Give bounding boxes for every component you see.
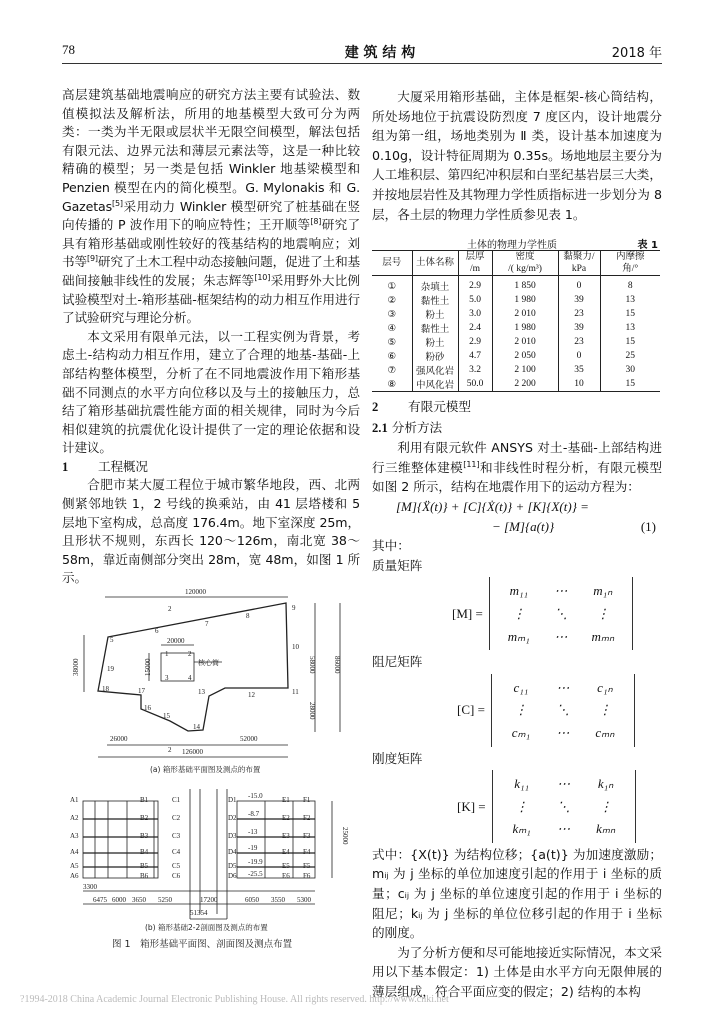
assumptions-paragraph: 为了分析方便和尽可能地接近实际情况，本文采用以下基本假定：1) 土体是由水平方向无限伸展的薄层组成，符合平面应变的假定；2) 结构的本构 <box>372 944 662 1000</box>
damping-matrix-label: 阻尼矩阵 <box>372 654 423 670</box>
figure-label: 51354 <box>190 909 208 917</box>
figure-label: 3300 <box>83 883 97 891</box>
figure-label: F4 <box>303 848 311 856</box>
mass-matrix: [M] = m₁₁ ⋯ m₁ₙ ⋮ ⋱ ⋮ mₘ₁ ⋯ mₘₙ <box>452 577 662 650</box>
header-rule <box>62 63 662 64</box>
mass-matrix-label: 质量矩阵 <box>372 557 423 573</box>
method-paragraph: 本文采用有限单元法，以一工程实例为背景，考虑土-结构动力相互作用，建立了合理的地基-基础-上部结构整体模型，分析了在不同地震波作用下箱形基础不同测点的水平方向位移以及与土的接触压力，总结了箱形基础抗震性能方面的相关规律，同时为今后相似建筑的抗震优化设计提供了一定的理论依据和设计建议。 <box>62 328 360 456</box>
table-cell: 10 <box>558 377 600 392</box>
matrix-entry: ⋯ <box>554 583 568 599</box>
figure-label: B1 <box>140 796 149 804</box>
matrix-brackets <box>489 577 633 650</box>
table-row <box>372 293 660 307</box>
figure-label: 86000 <box>333 656 341 674</box>
table-cell: ① <box>387 281 397 292</box>
figure-label: A6 <box>70 872 79 880</box>
figure-label: -19.9 <box>248 858 263 866</box>
figure-label: 3550 <box>271 896 285 904</box>
stiffness-matrix-label: 刚度矩阵 <box>372 750 423 766</box>
figure-label: E4 <box>282 848 290 856</box>
matrix-entry: c₁ₙ <box>597 679 613 695</box>
table-header-row <box>372 251 660 276</box>
matrix-entry: mₘ₁ <box>507 628 530 644</box>
table-cell: 黏性土 <box>412 321 458 335</box>
table-cell: 13 <box>600 321 660 335</box>
figure-label: E5 <box>282 862 290 870</box>
year: 2018 年 <box>611 46 662 61</box>
soil-properties-table <box>372 250 660 392</box>
right-column-2 <box>372 397 662 1002</box>
figure-label: 120000 <box>185 588 206 596</box>
figure-label: E2 <box>282 814 290 822</box>
figure-label: B6 <box>140 872 149 880</box>
table-cell: 0 <box>558 276 600 294</box>
matrix-entry: mₘₙ <box>591 628 615 644</box>
table-cell: 3.0 <box>458 307 492 321</box>
figure-label: B4 <box>140 848 149 856</box>
figure-label: 2 <box>168 605 172 613</box>
right-column <box>372 87 662 224</box>
matrix-entry: ⋱ <box>557 798 571 814</box>
figure-label: D6 <box>228 872 237 880</box>
figure-label: A4 <box>70 848 79 856</box>
figure-label: 126000 <box>182 748 203 756</box>
matrix-entry: k₁ₙ <box>597 776 614 792</box>
matrix-entry: ⋱ <box>554 605 568 621</box>
figure-label: C6 <box>172 872 181 880</box>
figure-label: 15000 <box>144 658 152 676</box>
table-cell: 2 010 <box>492 307 558 321</box>
table-cell: ⑦ <box>387 365 397 376</box>
matrix-entry: ⋮ <box>599 798 613 814</box>
table-cell: ② <box>387 295 397 306</box>
figure-label: C4 <box>172 848 181 856</box>
figure-label: C1 <box>172 796 181 804</box>
matrix-entry: ⋮ <box>515 798 529 814</box>
figure-label: 2 <box>188 650 192 658</box>
core-label: 核心筒 <box>198 659 219 667</box>
table-cell: 5.0 <box>458 293 492 307</box>
table-cell: 23 <box>558 335 600 349</box>
table-cell: ③ <box>387 309 397 320</box>
measure-points <box>102 604 300 731</box>
table-cell: 黏性土 <box>412 293 458 307</box>
table-cell: 15 <box>600 335 660 349</box>
figure-label: 7 <box>205 620 209 628</box>
table-cell: ⑧ <box>387 379 397 390</box>
table-cell: 8 <box>600 276 660 294</box>
figure-label: 16 <box>144 704 151 712</box>
matrix-entry: ⋯ <box>557 776 571 792</box>
table-header-cell: 黏聚力/ kPa <box>558 251 600 276</box>
left-column <box>62 86 360 588</box>
table-cell: 3.2 <box>458 363 492 377</box>
figure-label: 19 <box>107 665 114 673</box>
table-cell: 13 <box>600 293 660 307</box>
figure-label: E3 <box>282 832 290 840</box>
matrix-brackets <box>491 674 635 747</box>
figure-label: 8 <box>246 612 250 620</box>
journal-name: 建 筑 结 构 <box>344 45 416 61</box>
figure-label: 20000 <box>167 637 185 645</box>
matrix-entry: m₁ₙ <box>593 583 613 599</box>
figure-label: A5 <box>70 862 79 870</box>
figure-label: 2 <box>168 746 172 754</box>
table-cell: ⑤ <box>387 337 397 348</box>
copyright-footer: ?1994-2018 China Academic Journal Electronic Publishing House. All rights reserved. http://www.cnki.net <box>20 994 449 1005</box>
table-row <box>372 349 660 363</box>
ansys-paragraph: 利用有限元软件 ANSYS 对土-基础-上部结构进行三维整体建模[11]和非线性时程分析，有限元模型如图 2 所示，结构在地震作用下的运动方程为： <box>372 440 663 495</box>
table-cell: 2 100 <box>492 363 558 377</box>
figure-label: -8.7 <box>248 810 260 818</box>
paper-page: 78 建 筑 结 构 2018 年 高层建筑基础地震响应的研究方法主要有试验法、数值模拟法及解析法，所用的地基模型大致可分为两类：一类为半无限或层状半无限空间模型，解法包括有限元法、边界元法和薄层元素法等，这是一种比较精确的模型；另一类是包括 Winkler 地基梁模型和 Penzien 模型在内的简化模型。G. Mylonakis 和 G. Gazetas[5]采用动力 Winkler 模型研究了桩基础在竖向传播的 P 波作用下的响应特性；王开顺等[8]研究了具有箱形基础或刚性较好的筏基结构的地震响应；刘书等[9]研究了土木工程中动态接触问题，促进了土和基础间接触非线性的发展；朱志辉等[10]采用野外大比例试验模型对土-箱形基础-框架结构的动力相互作用进行了试验研究与理论分析。 本文采用有限单元法，以一工程实例为背景，考虑土-结构动力相互作用，建立了合理的地基-基础-上部结构整体模型，分析了在不同地震波作用下箱形基础不同测点的水平方向位移以及与土的接触压力，总结了箱形基础抗震性能方面的相关规律，同时为今后相似建筑的抗震优化设计提供了一定的理论依据和设计建议。 1 工程概况 合肥市某大厦工程位于城市繁华地段，西、北两侧紧邻地铁 1，2 号线的换乘站，由 41 层塔楼和 5 层地下室构成，总高度 176.4m。地下室深度 25m，且形状不规则，东西长 120～126m，南北宽 38～58m，靠近南侧部分突出 28m，宽 48m，如图 1 所示。 120000 20000 15000 38000 58000 86000 28000 26000 52000 126000 核心筒 2 2 1 2 3 4 5 6 7 8 9 10 11 12 13 14 15 16 17 18 19 (a) 箱形基础平面图及测点的布置 A1 A2 A3 A4 A5 A6 B1 B2 B3 B4 B5 B6 C1 C2 C3 C4 C5 C6 D1 D2 D3 D4 D5 D6 E1 E2 E3 E4 E5 E6 F1 F2 F3 F4 F5 F6 -15.0 -8.7 -13 -19 -19.9 -25.5 3300 6475 6000 3650 5250 17200 6050 3550 5300 51354 25000 (b) 箱形基础2-2剖面图及测点的布置 图 1 箱形基础平面图、剖面图及测点布置 大厦采用箱形基础，主体是框架-核心筒结构，所处场地位于抗震设防烈度 7 度区内，设计地震分组为第一组，场地类别为 Ⅱ 类，设计基本加速度为 0.10g，设计特征周期为 0.35s。场地地层主要分为人工堆积层、第四纪冲积层和白垩纪基岩层三大类，并按地层岩性及其物理力学性质指标进一步划分为 8 层，各土层的物理力学性质参见表 1。 土体的物理力学性质 表 1 层号 土体名称 层厚 /m 密度 /( kg/m³) 黏聚力/ kPa 内摩擦 角/° ① 杂填土 2.9 1 850 0 8 ② 黏性土 5.0 1 980 39 13 ③ 粉土 3.0 2 010 23 15 ④ 黏性土 2.4 1 980 39 13 ⑤ 粉土 2.9 2 010 23 15 ⑥ 粉砂 4.7 2 050 0 25 ⑦ 强风化岩 3.2 2 100 35 30 ⑧ 中风化岩 50.0 2 200 10 15 2 有限元模型 2.1 分析方法 利用有限元软件 ANSYS 对土-基础-上部结构进行三维整体建模[11]和非线性时程分析，有限元模型如图 2 所示，结构在地震作用下的运动方程为： [M]{Ẍ(t)} + [C]{Ẋ(t)} + [K]{X(t)} = − [M]{a(t)} (1) 其中： 质量矩阵 [M] = m₁₁ ⋯ m₁ₙ ⋮ ⋱ ⋮ mₘ₁ ⋯ mₘₙ 阻尼矩阵 [C] = c₁₁ ⋯ c₁ₙ ⋮ ⋱ ⋮ cₘ₁ ⋯ cₘₙ 刚度矩阵 [K] = k₁₁ ⋯ k₁ₙ ⋮ ⋱ ⋮ kₘ₁ ⋯ kₘₙ 式中：{X(t)} 为结构位移；{a(t)} 为加速度激励；mᵢⱼ 为 j 坐标的单位加速度引起的作用于 i 坐标的质量；cᵢⱼ 为 j 坐标的单位速度引起的作用于 i 坐标的阻尼；kᵢⱼ 为 j 坐标的单位位移引起的作用于 i 坐标的刚度。 为了分析方便和尽可能地接近实际情况，本文采用以下基本假定：1) 土体是由水平方向无限伸展的薄层组成，符合平面应变的假定；2) 结构的本构 ?1994-2018 China Academic Journal Electronic Publishing House. All rights reserved. http://www.cnki.net <box>0 0 724 1024</box>
table-row <box>372 276 660 294</box>
table-cell: 粉土 <box>412 307 458 321</box>
matrix-entry: ⋯ <box>556 724 570 740</box>
figure-1 <box>60 584 360 954</box>
figure-label: 1 <box>165 650 169 658</box>
figure-label: D1 <box>228 796 237 804</box>
matrix-entry: ⋮ <box>598 702 612 718</box>
table-cell: 25 <box>600 349 660 363</box>
section-heading-2: 2 有限元模型 <box>372 399 471 414</box>
table-cell: 15 <box>600 377 660 392</box>
figure-label: B5 <box>140 862 149 870</box>
figure-label: -13 <box>248 828 258 836</box>
figure-label: C3 <box>172 832 181 840</box>
figure-label: C2 <box>172 814 181 822</box>
table-cell: 2 200 <box>492 377 558 392</box>
figure-label: D5 <box>228 862 237 870</box>
table-cell: 39 <box>558 293 600 307</box>
subcaption-b: (b) 箱形基础2-2剖面图及测点的布置 <box>145 923 268 932</box>
figure-label: A1 <box>70 796 79 804</box>
matrix-entry: m₁₁ <box>509 583 529 599</box>
figure-label: 38000 <box>72 658 80 676</box>
matrix-entry: k₁₁ <box>514 776 530 792</box>
figure-label: 10 <box>292 643 299 651</box>
table-cell: 39 <box>558 321 600 335</box>
figure-label: C5 <box>172 862 181 870</box>
table-cell: 30 <box>600 363 660 377</box>
subcaption-a: (a) 箱形基础平面图及测点的布置 <box>150 765 261 774</box>
where-label: 其中： <box>372 538 410 554</box>
figure-label: 6000 <box>112 896 126 904</box>
matrix-entry: ⋮ <box>596 605 610 621</box>
figure-label: 6 <box>155 627 159 635</box>
matrix-entry: ⋱ <box>556 702 570 718</box>
table-cell: 35 <box>558 363 600 377</box>
figure-label: 5 <box>110 636 114 644</box>
figure-label: D2 <box>228 814 237 822</box>
figure-label: B3 <box>140 832 149 840</box>
symbol-definitions: 式中：{X(t)} 为结构位移；{a(t)} 为加速度激励；mᵢⱼ 为 j 坐标的单位加速度引起的作用于 i 坐标的质量；cᵢⱼ 为 j 坐标的单位速度引起的作用于 i 坐标的阻尼；kᵢⱼ 为 j 坐标的单位位移引起的作用于 i 坐标的刚度。 <box>372 846 662 941</box>
figure-label: -15.0 <box>248 792 263 800</box>
figure-label: 11 <box>292 688 299 696</box>
figure-label: E6 <box>282 872 290 880</box>
table-cell: 2.9 <box>458 335 492 349</box>
matrix-entry: kₘₙ <box>596 821 616 837</box>
figure-label: 26000 <box>110 735 128 743</box>
figure-label: 17200 <box>200 896 218 904</box>
stiffness-matrix: [K] = k₁₁ ⋯ k₁ₙ ⋮ ⋱ ⋮ kₘ₁ ⋯ kₘₙ <box>457 770 662 843</box>
figure-label: A2 <box>70 814 79 822</box>
table-cell: 1 980 <box>492 293 558 307</box>
table-header-cell: 土体名称 <box>412 251 458 276</box>
table-cell: 0 <box>558 349 600 363</box>
figure-label: 17 <box>138 687 145 695</box>
figure-label: A3 <box>70 832 79 840</box>
figure-label: F5 <box>303 862 311 870</box>
table-cell: 2.9 <box>458 276 492 294</box>
figure-label: 52000 <box>240 735 258 743</box>
matrix-entry: cₘ₁ <box>511 724 531 740</box>
figure-label: 3650 <box>132 896 146 904</box>
table-row <box>372 321 660 335</box>
table-row <box>372 307 660 321</box>
matrix-entry: ⋮ <box>512 605 526 621</box>
figure-label: D3 <box>228 832 237 840</box>
table-cell: 1 850 <box>492 276 558 294</box>
site-paragraph: 大厦采用箱形基础，主体是框架-核心筒结构，所处场地位于抗震设防烈度 7 度区内，设计地震分组为第一组，场地类别为 Ⅱ 类，设计基本加速度为 0.10g，设计特征周期为 0.35s。场地地层主要分为人工堆积层、第四纪冲积层和白垩纪基岩层三大类，并按地层岩性及其物理力学性质指标进一步划分为 8 层，各土层的物理力学性质参见表 1。 <box>372 89 662 222</box>
table-cell: 粉砂 <box>412 349 458 363</box>
figure-caption: 图 1 箱形基础平面图、剖面图及测点布置 <box>112 939 293 950</box>
figure-label: -19 <box>248 844 258 852</box>
matrix-entry: ⋮ <box>514 702 528 718</box>
intro-paragraph: 高层建筑基础地震响应的研究方法主要有试验法、数值模拟法及解析法，所用的地基模型大致可分为两类：一类为半无限或层状半无限空间模型，解法包括有限元法、边界元法和薄层元素法等，这是一种比较精确的模型；另一类是包括 Winkler 地基梁模型和 Penzien 模型在内的简化模型。G. Mylonakis 和 G. Gazetas[5]采用动力 Winkler 模型研究了桩基础在竖向传播的 P 波作用下的响应特性；王开顺等[8]研究了具有箱形基础或刚性较好的筏基结构的地震响应；刘书等[9]研究了土木工程中动态接触问题，促进了土和基础间接触非线性的发展；朱志辉等[10]采用野外大比例试验模型对土-箱形基础-框架结构的动力相互作用进行了试验研究与理论分析。 <box>62 87 360 326</box>
damping-matrix: [C] = c₁₁ ⋯ c₁ₙ ⋮ ⋱ ⋮ cₘ₁ ⋯ cₘₙ <box>457 674 662 747</box>
section-heading-1: 1 工程概况 <box>62 458 148 474</box>
matrix-brackets <box>492 770 636 843</box>
equation-line-2: − [M]{a(t)} (1) <box>372 517 662 537</box>
table-cell: 粉土 <box>412 335 458 349</box>
figure-label: 15 <box>163 712 170 720</box>
matrix-entry: c₁₁ <box>513 679 529 695</box>
figure-label: 5300 <box>297 896 311 904</box>
table-row <box>372 377 660 392</box>
plan-view <box>84 597 340 757</box>
matrix-entry: kₘ₁ <box>512 821 531 837</box>
figure-label: 25000 <box>341 827 349 845</box>
figure-label: 4 <box>188 674 192 682</box>
table-cell: 2 010 <box>492 335 558 349</box>
table-cell: 杂填土 <box>412 276 458 294</box>
figure-label: 3 <box>165 674 169 682</box>
figure-label: 28000 <box>308 702 316 720</box>
figure-label: E1 <box>282 796 290 804</box>
table-cell: 强风化岩 <box>412 363 458 377</box>
table-cell: 1 980 <box>492 321 558 335</box>
figure-label: -25.5 <box>248 870 263 878</box>
matrix-entry: ⋯ <box>557 821 571 837</box>
table-cell: ④ <box>387 323 397 334</box>
matrix-entry: cₘₙ <box>595 724 615 740</box>
figure-label: 18 <box>102 685 109 693</box>
matrix-entry: ⋯ <box>556 679 570 695</box>
table-header-cell: 内摩擦 角/° <box>600 251 660 276</box>
figure-label: B2 <box>140 814 149 822</box>
figure-label: F1 <box>303 796 311 804</box>
figure-label: 6475 <box>93 896 107 904</box>
table-cell: 50.0 <box>458 377 492 392</box>
figure-label: F3 <box>303 832 311 840</box>
matrix-entry: ⋯ <box>554 628 568 644</box>
figure-label: 12 <box>248 691 255 699</box>
table-cell: 2.4 <box>458 321 492 335</box>
equation-number: (1) <box>640 518 656 534</box>
equation-line-1: [M]{Ẍ(t)} + [C]{Ẋ(t)} + [K]{X(t)} = <box>396 498 589 514</box>
figure-label: F2 <box>303 814 311 822</box>
table-header-cell: 密度 /( kg/m³) <box>492 251 558 276</box>
page-number: 78 <box>62 42 75 57</box>
figure-label: 13 <box>198 688 205 696</box>
table-row <box>372 363 660 377</box>
table-header-cell: 层号 <box>372 251 412 276</box>
table-row <box>372 335 660 349</box>
figure-label: F6 <box>303 872 311 880</box>
table-cell: 4.7 <box>458 349 492 363</box>
table-cell: 23 <box>558 307 600 321</box>
table-cell: 中风化岩 <box>412 377 458 392</box>
figure-label: 6050 <box>245 896 259 904</box>
figure-label: 58000 <box>308 656 316 674</box>
figure-label: D4 <box>228 848 237 856</box>
figure-label: 14 <box>193 723 200 731</box>
section-labels <box>70 792 349 917</box>
project-paragraph: 合肥市某大厦工程位于城市繁华地段，西、北两侧紧邻地铁 1，2 号线的换乘站，由 41 层塔楼和 5 层地下室构成，总高度 176.4m。地下室深度 25m，且形状不规则，东西长 120～126m，南北宽 38～58m，靠近南侧部分突出 28m，宽 48m，如图 1 所示。 <box>62 477 360 586</box>
table-cell: 15 <box>600 307 660 321</box>
table-header-cell: 层厚 /m <box>458 251 492 276</box>
table-cell: 2 050 <box>492 349 558 363</box>
subsection-heading-2-1: 2.1 分析方法 <box>372 419 443 435</box>
table-cell: ⑥ <box>387 351 397 362</box>
figure-label: 9 <box>292 604 296 612</box>
figure-label: 5250 <box>158 896 172 904</box>
